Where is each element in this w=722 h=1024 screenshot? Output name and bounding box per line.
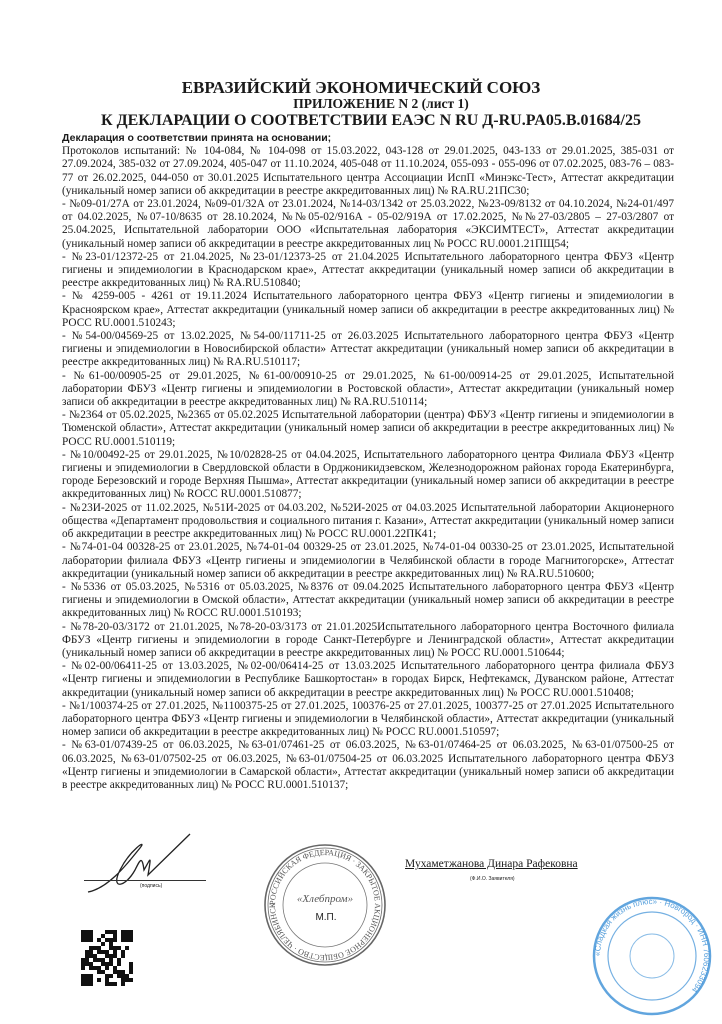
seal-outer-text: РОССИЙСКАЯ ФЕДЕРАЦИЯ · ЗАКРЫТОЕ АКЦИОНЕРНОЕ ОБЩЕСТВО · ЧЕЛЯБИНСК: [267, 847, 383, 963]
appendix-title: ПРИЛОЖЕНИЕ N 2 (лист 1): [293, 96, 469, 111]
seal-mp: М.П.: [315, 912, 337, 923]
svg-text:РОССИЙСКАЯ ФЕДЕРАЦИЯ · ЗАКРЫТО: [268, 848, 382, 962]
union-title: ЕВРАЗИЙСКИЙ ЭКОНОМИЧЕСКИЙ СОЮЗ: [181, 78, 541, 97]
paragraph: - №09-01/27А от 23.01.2024, №09-01/32А от 23.01.2024, №14-03/1342 от 25.03.2022, №23-09/8132 от 04.10.2024, №24-01/497 от 04.02.2025, №07-10/8635 от 28.10.2024, №№05-02/916А - 05-02/919А от 17.02.2025, №№27-03/2805 – 27-03/2807 от 25.04.2025, Испытательной лаборатории ООО «Испытательная лаборатория «ЭКСИМТЕСТ», Аттестат аккредитации (уникальный номер записи об аккредитации в реестре аккредитованных лиц № РОСС RU.0001.21ПЩ54;: [62, 198, 674, 250]
paragraph: - №63-01/07439-25 от 06.03.2025, №63-01/07461-25 от 06.03.2025, №63-01/07464-25 от 06.03.2025, №63-01/07500-25 от 06.03.2025, №63-01/07502-25 от 06.03.2025, №63-01/07504-25 от 06.03.2025 Испытательного лабораторного центра ФБУЗ «Центр гигиены и эпидемиологии в Самарской области», Аттестат аккредитации (уникальный номер записи об аккредитации в реестре аккредитованных лиц) № РОСС RU.0001.510137;: [62, 739, 674, 791]
paragraph: - №78-20-03/3172 от 21.01.2025, №78-20-03/3173 от 21.01.2025Испытательного лабораторного центра Восточного филиала ФБУЗ «Центр гигиены и эпидемиологии в городе Санкт-Петербурге и Ленинградской области», Аттестат аккредитации (уникальный номер записи об аккредитации в реестре аккредитованных лиц) № РОСС RU.0001.510644;: [62, 620, 674, 659]
signature-icon: [80, 830, 220, 900]
paragraph: - № 4259-005 - 4261 от 19.11.2024 Испытательного лабораторного центра ФБУЗ «Центр гигиены и эпидемиологии в Красноярском крае», Аттестат аккредитации (уникальный номер записи об аккредитации в реестре аккредитованных лиц) № РОСС RU.0001.510243;: [62, 290, 674, 329]
paragraph: - №61-00/00905-25 от 29.01.2025, №61-00/00910-25 от 29.01.2025, №61-00/00914-25 от 29.01.2025, Испытательной лаборатории ФБУЗ «Центр гигиены и эпидемиологии в Ростовской области», Аттестат аккредитации (уникальный номер записи об аккредитации в реестре аккредитованных лиц) № RA.RU.510114;: [62, 369, 674, 409]
declaration-title: К ДЕКЛАРАЦИИ О СООТВЕТСТВИИ ЕАЭС N RU Д-RU.PA05.B.01684/25: [101, 112, 641, 129]
applicant-name-label: (Ф.И.О. Заявителя): [470, 876, 515, 882]
paragraph: - №23И-2025 от 11.02.2025, №51И-2025 от 04.03.202, №52И-2025 от 04.03.2025 Испытательной лаборатории Акционерного общества «Департамент продовольствия и социального питания г. Казани», Аттестат аккредитации (уникальный номер записи об аккредитации в реестре аккредитованных лиц) № РОСС RU.0001.22ПК41;: [62, 501, 674, 541]
qr-code-icon: [81, 930, 133, 986]
paragraph: - №23-01/12372-25 от 21.04.2025, №23-01/12373-25 от 21.04.2025 Испытательного лабораторного центра ФБУЗ «Центр гигиены и эпидемиологии в Краснодарском крае», Аттестат аккредитации (уникальный номер записи об аккредитации в реестре аккредитованных лиц) № RA.RU.510840;: [62, 250, 674, 290]
paragraph: - №10/00492-25 от 29.01.2025, №10/02828-25 от 04.04.2025, Испытательного лабораторного центра Филиала ФБУЗ «Центр гигиены и эпидемиологии в Свердловской области в Орджоникидзевском, Железнодорожном районах города Екатеринбурга, городе Березовский и городе Верхняя Пышма», Аттестат аккредитации (уникальный номер записи об аккредитации в реестре аккредитованных лиц) № ROCC RU.0001.510877;: [62, 448, 674, 501]
basis-label: Декларация о соответствии принята на основании;: [62, 132, 332, 144]
signature-label: (подпись): [140, 883, 163, 889]
paragraph: Протоколов испытаний: № 104-084, № 104-098 от 15.03.2022, 043-128 от 29.01.2025, 043-133 от 29.01.2025, 385-031 от 27.09.2024, 385-032 от 27.09.2024, 405-047 от 11.10.2024, 405-048 от 11.10.2024, 055-093 - 055-096 от 07.02.2025, 083-76 – 083-77 от 26.02.2025, 044-050 от 30.01.2025 Испытательного центра Ассоциации ИспП «Минэкс-Тест», Аттестат аккредитации (уникальный номер записи об аккредитации в реестре аккредитованных лиц) № RA.RU.21ПС30;: [62, 145, 674, 197]
signature-line: [84, 880, 206, 881]
paragraph: - №1/100374-25 от 27.01.2025, №1100375-25 от 27.01.2025, 100376-25 от 27.01.2025, 100377-25 от 27.01.2025 Испытательного лабораторного центра ФБУЗ «Центр гигиены и эпидемиологии в Челябинской области», Аттестат аккредитации (уникальный номер записи об аккредитации в реестре аккредитованных лиц) № РОСС RU.0001.510597;: [62, 699, 674, 739]
paragraph: - №54-00/04569-25 от 13.02.2025, №54-00/11711-25 от 26.03.2025 Испытательного лабораторного центра ФБУЗ «Центр гигиены и эпидемиологии в Новосибирской области» Аттестат аккредитации (уникальный номер записи об аккредитации в реестре аккредитованных лиц) № RA.RU.510117;: [62, 330, 674, 369]
blue-stamp: [582, 892, 722, 1022]
blue-stamp-text: «Сладкая жизнь плюс» · Новгород · ИНН 7606233094: [592, 896, 712, 995]
applicant-name: Мухаметжанова Динара Рафековна: [405, 858, 578, 870]
paragraph: - №5336 от 05.03.2025, №5316 от 05.03.2025, №8376 от 09.04.2025 Испытательного лабораторного центра ФБУЗ «Центр гигиены и эпидемиологии в Омской области», Аттестат аккредитации (уникальный номер записи об аккредитации в реестре аккредитованных лиц) № ROCC RU.0001.510193;: [62, 580, 674, 620]
seal-company: «Хлебпром»: [296, 893, 354, 905]
paragraph: - №02-00/06411-25 от 13.03.2025, №02-00/06414-25 от 13.03.2025 Испытательного лабораторного центра филиала ФБУЗ «Центр гигиены и эпидемиологии в Республике Башкортостан» в городах Бирск, Нефтекамск, Дуванском районе, Аттестат аккредитации (уникальный номер записи об аккредитации в реестре аккредитованных лиц) № РОСС RU.0001.510408;: [62, 660, 674, 699]
company-seal: [260, 840, 390, 970]
paragraph: - №74-01-04 00328-25 от 23.01.2025, №74-01-04 00329-25 от 23.01.2025, №74-01-04 00330-25 от 23.01.2025, Испытательной лаборатории филиала ФБУЗ «Центр гигиены и эпидемиологии в Челябинской области в городе Магнитогорске», Аттестат аккредитации (уникальный номер записи об аккредитации в реестре аккредитованных лиц) № RA.RU.510600;: [62, 541, 674, 580]
document-body: [62, 132, 674, 792]
paragraph: - №2364 от 05.02.2025, №2365 от 05.02.2025 Испытательной лаборатории (центра) ФБУЗ «Центр гигиены и эпидемиологии в Тюменской области», Аттестат аккредитации (уникальный номер записи об аккредитации в реестре аккредитованных лиц) № РОСС RU.0001.510119;: [62, 409, 674, 448]
